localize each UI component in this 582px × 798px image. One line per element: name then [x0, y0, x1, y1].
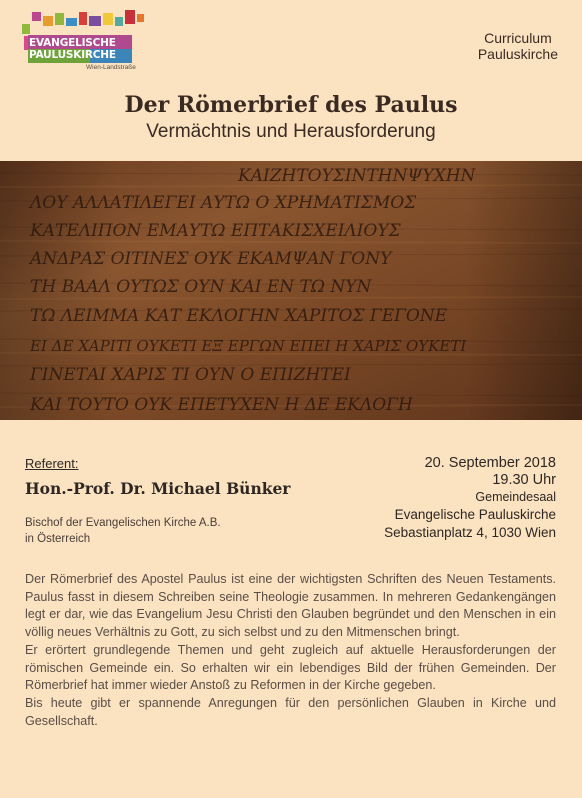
event-venue: Gemeindesaal	[475, 490, 556, 504]
description-paragraph: Bis heute gibt er spannende Anregungen für den persönlichen Glauben in Kirche und Gesellschaft.	[25, 695, 556, 728]
event-church: Evangelische Pauluskirche	[394, 507, 556, 522]
event-details	[384, 454, 556, 542]
papyrus-line: ΚΑΤΕΛΙΠΟΝ ΕΜΑΥΤΩ ΕΠΤΑΚΙΣΧΕΙΛΙΟΥΣ	[30, 221, 401, 241]
papyrus-line: ΕΙ ΔΕ ΧΑΡΙΤΙ ΟΥΚΕΤΙ ΕΞ ΕΡΓΩΝ ΕΠΕΙ Η ΧΑΡΙΣ ΟΥΚΕΤΙ	[30, 337, 467, 355]
referent-role-line2: in Österreich	[25, 533, 91, 545]
description-paragraph: Er erörtert grundlegende Themen und geht zugleich auf aktuelle Herausforderungen der römischen Gemeinde ein. So erhalten wir ein lebendiges Bild der frühen Gemeinden. Der Römerbrief hat immer wieder Anstoß zu Reformen in der Kirche gegeben.	[25, 642, 556, 693]
papyrus-line: ΓΙΝΕΤΑΙ ΧΑΡΙΣ ΤΙ ΟΥΝ Ο ΕΠΙΖΗΤΕΙ	[30, 365, 351, 385]
papyrus-line: ΤΩ ΛΕΙΜΜΑ ΚΑΤ ΕΚΛΟΓΗΝ ΧΑΡΙΤΟΣ ΓΕΓΟΝΕ	[30, 306, 448, 326]
series-line1: Curriculum	[484, 30, 552, 46]
logo-wordmark-line2: PAULUSKIRCHE	[29, 49, 116, 61]
page-subtitle: Vermächtnis und Herausforderung	[146, 121, 436, 142]
papyrus-line: ΤΗ ΒΑΑΛ ΟΥΤΩΣ ΟΥΝ ΚΑΙ ΕΝ ΤΩ ΝΥΝ	[30, 277, 372, 297]
series-line2: Pauluskirche	[477, 46, 558, 62]
referent-label: Referent:	[25, 456, 79, 471]
page-title: Der Römerbrief des Paulus	[124, 92, 458, 118]
description-paragraph: Der Römerbrief des Apostel Paulus ist eine der wichtigsten Schriften des Neuen Testaments. Paulus fasst in diesem Schreiben seine Theologie zusammen. In mehreren Gedankengängen legt er dar, wie das Evangelium Jesu Christi den Glauben begründet und den Menschen in ein völlig neues Verhältnis zu Gott, zu sich selbst und zu den Mitmenschen bringt.	[25, 572, 556, 640]
papyrus-manuscript-image	[0, 161, 582, 420]
church-logo	[22, 10, 152, 72]
papyrus-line: ΛΟΥ ΑΛΛΑΤΙΛΕΓΕΙ ΑΥΤΩ Ο ΧΡΗΜΑΤΙΣΜΟΣ	[30, 193, 417, 213]
papyrus-line: ΚΑΙΖΗΤΟΥΣΙΝΤΗΝΨΥΧΗΝ	[238, 166, 476, 186]
referent-role-line1: Bischof der Evangelischen Kirche A.B.	[25, 517, 221, 529]
event-address: Sebastianplatz 4, 1030 Wien	[384, 525, 556, 540]
papyrus-line: ΚΑΙ ΤΟΥΤΟ ΟΥΚ ΕΠΕΤΥΧΕΝ Η ΔΕ ΕΚΛΟΓΗ	[30, 395, 413, 415]
papyrus-graphic	[0, 161, 582, 420]
logo-wordmark-line1: EVANGELISCHE	[29, 37, 116, 49]
papyrus-line: ΑΝΔΡΑΣ ΟΙΤΙΝΕΣ ΟΥΚ ΕΚΑΜΨΑΝ ΓΟΝΥ	[30, 249, 392, 269]
logo-location: Wien-Landstraße	[86, 64, 136, 71]
referent-role	[25, 515, 221, 547]
series-label	[478, 30, 558, 62]
event-time: 19.30 Uhr	[492, 472, 556, 488]
event-date: 20. September 2018	[424, 455, 556, 471]
event-description	[25, 571, 556, 730]
referent-name: Hon.-Prof. Dr. Michael Bünker	[25, 479, 291, 498]
